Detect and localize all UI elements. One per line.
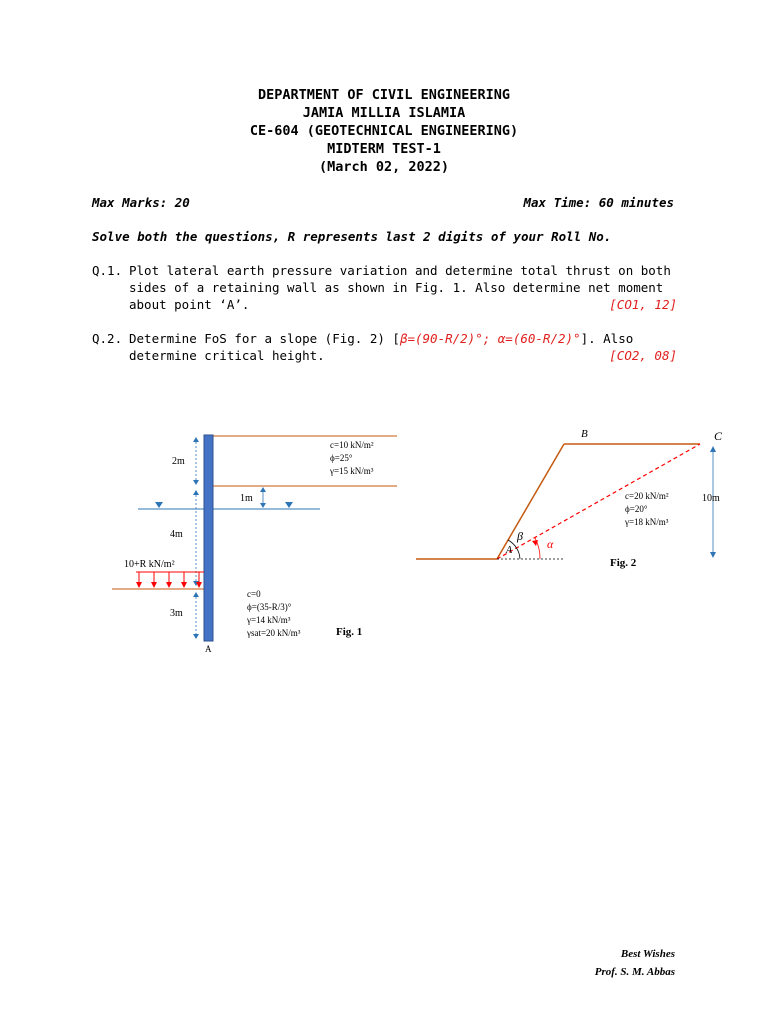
- beta-label: β: [517, 529, 523, 543]
- test-date: (March 02, 2022): [318, 159, 450, 175]
- test-title: MIDTERM TEST-1: [327, 141, 441, 157]
- bottom-soil-gamma: γ=14 kN/m³: [247, 615, 291, 625]
- failure-plane: [497, 444, 700, 559]
- arrow-up-icon: [710, 446, 716, 452]
- question-text: Plot lateral earth pressure variation and determine total thrust on both sides of a retaining wall as shown in Fig. 1. Also determine net moment about point ‘A’.: [129, 263, 671, 312]
- bottom-soil-gammasat: γsat=20 kN/m³: [247, 628, 301, 638]
- top-soil-c: c=10 kN/m²: [330, 440, 374, 450]
- question-text-pre: Determine FoS for a slope (Fig. 2) [: [129, 331, 400, 346]
- course-title: CE-604 (GEOTECHNICAL ENGINEERING): [249, 123, 519, 139]
- figure-2-caption: Fig. 2: [610, 557, 637, 569]
- point-b-label: B: [581, 428, 588, 440]
- question-number: Q.2.: [92, 331, 123, 346]
- top-soil-gamma: γ=15 kN/m³: [330, 466, 374, 476]
- university-title: JAMIA MILLIA ISLAMIA: [302, 105, 466, 121]
- max-marks: Max Marks: 20: [92, 195, 190, 210]
- slope-soil-c: c=20 kN/m²: [625, 491, 669, 501]
- bottom-soil-c: c=0: [247, 589, 261, 599]
- alpha-label: α: [547, 537, 554, 551]
- dim-label-1m: 1m: [240, 493, 253, 504]
- closing-line: Best Wishes: [620, 948, 675, 960]
- question-marks: [CO2, 08]: [609, 348, 677, 363]
- dept-title: DEPARTMENT OF CIVIL ENGINEERING: [258, 87, 510, 103]
- question-marks: [CO1, 12]: [609, 297, 677, 312]
- dim-label-2m: 2m: [172, 456, 185, 467]
- dim-label-4m: 4m: [170, 529, 183, 540]
- top-soil-phi: ϕ=25°: [330, 453, 353, 463]
- surcharge-label: 10+R kN/m²: [124, 559, 175, 570]
- question-text-post: ]. Also determine critical height.: [129, 331, 634, 363]
- point-a-label: A: [205, 644, 212, 654]
- author-line: Prof. S. M. Abbas: [594, 966, 675, 978]
- slope-soil-phi: ϕ=20°: [625, 504, 648, 514]
- arrow-down-icon: [710, 552, 716, 558]
- dim-label-3m: 3m: [170, 608, 183, 619]
- height-label: 10m: [702, 493, 720, 504]
- slope-face: [497, 444, 564, 559]
- question-number: Q.1.: [92, 263, 123, 278]
- bottom-soil-phi: ϕ=(35-R/3)°: [247, 602, 292, 612]
- beta-expression: β=(90-R/2)°;: [399, 331, 498, 346]
- max-time: Max Time: 60 minutes: [523, 195, 674, 210]
- point-c-label: C: [714, 429, 723, 443]
- figure-1-caption: Fig. 1: [336, 626, 363, 638]
- slope-soil-gamma: γ=18 kN/m³: [625, 517, 669, 527]
- alpha-expression: α=(60-R/2)°: [497, 331, 581, 346]
- point-a-label: A: [506, 545, 513, 556]
- instruction: Solve both the questions, R represents last 2 digits of your Roll No.: [92, 229, 612, 244]
